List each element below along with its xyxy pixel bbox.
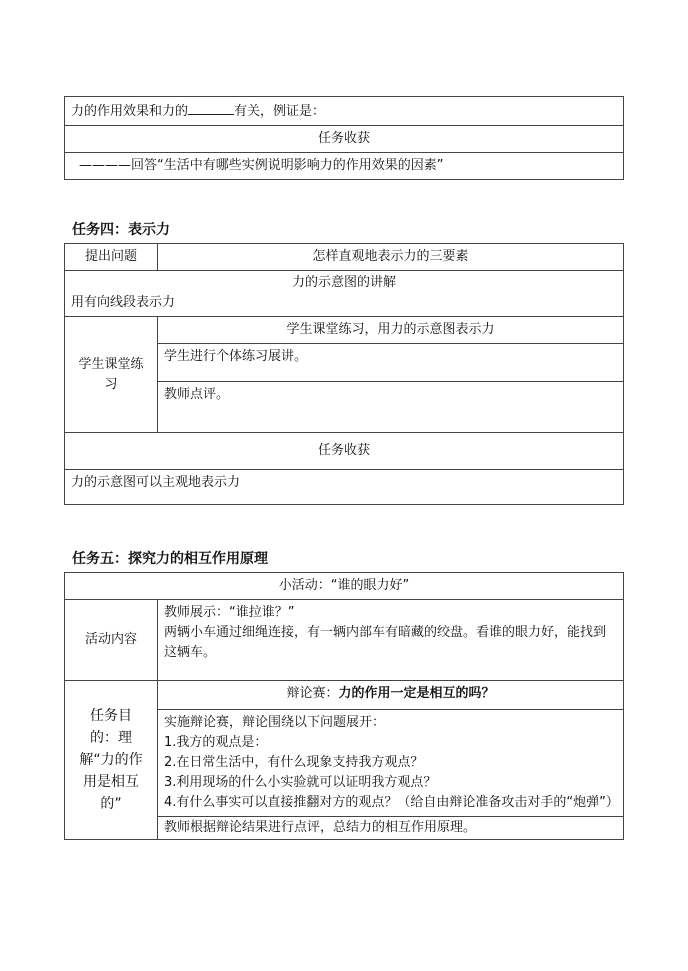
table-row xyxy=(65,97,624,126)
table-row xyxy=(65,433,624,470)
practice-step-1: 学生进行个体练习展讲。 xyxy=(158,344,624,382)
diagram-cell xyxy=(65,271,624,317)
table-row xyxy=(65,317,624,344)
task4-table xyxy=(64,243,624,505)
activity-line-1: 教师展示：“谁拉谁？” xyxy=(164,605,295,620)
debate-summary: 教师根据辩论结果进行点评，总结力的相互作用原理。 xyxy=(158,817,624,840)
debate-item: 2.在日常生活中，有什么现象支持我方观点？ xyxy=(164,755,424,770)
table-row xyxy=(65,470,624,505)
practice-title: 学生课堂练习，用力的示意图表示力 xyxy=(158,317,624,344)
effect-suffix-text: 有关，例证是： xyxy=(234,104,326,119)
task3-summary-table xyxy=(64,96,624,180)
table-row xyxy=(65,573,624,600)
practice-step-2: 教师点评。 xyxy=(158,382,624,433)
task5-table xyxy=(64,572,624,840)
debate-content xyxy=(158,710,624,817)
question-text: 怎样直观地表示力的三要素 xyxy=(158,244,624,271)
harvest-text: 力的示意图可以主观地表示力 xyxy=(65,470,624,505)
debate-item: 4.有什么事实可以直接推翻对方的观点？（给自由辩论准备攻击对手的“炮弹”） xyxy=(164,795,619,810)
goal-label: 任务目的：理解“力的作用是相互的” xyxy=(65,681,158,840)
debate-title-bold: 力的作用一定是相互的吗？ xyxy=(338,686,495,701)
debate-intro: 实施辩论赛，辩论围绕以下问题展开： xyxy=(164,715,386,730)
table-row xyxy=(65,681,624,710)
table-row xyxy=(65,244,624,271)
table-row xyxy=(65,600,624,681)
table-row xyxy=(65,271,624,317)
activity-title: 小活动：“谁的眼力好” xyxy=(65,573,624,600)
debate-title xyxy=(158,681,624,710)
activity-content xyxy=(158,600,624,681)
activity-line-2: 两辆小车通过细绳连接，有一辆内部车有暗藏的绞盘。看谁的眼力好，能找到这辆车。 xyxy=(164,625,607,660)
question-label: 提出问题 xyxy=(65,244,158,271)
table-row xyxy=(65,153,624,180)
effect-factor-cell xyxy=(65,97,624,126)
diagram-text: 用有向线段表示力 xyxy=(71,295,176,310)
diagram-title: 力的示意图的讲解 xyxy=(291,275,396,290)
task4-heading: 任务四：表示力 xyxy=(72,222,170,238)
task5-heading: 任务五：探究力的相互作用原理 xyxy=(72,551,268,567)
effect-prefix-text: 力的作用效果和力的 xyxy=(71,104,189,119)
harvest-title: 任务收获 xyxy=(65,433,624,470)
harvest-text: ————回答“生活中有哪些实例说明影响力的作用效果的因素” xyxy=(65,153,624,180)
practice-label: 学生课堂练习 xyxy=(65,317,158,433)
table-row xyxy=(65,126,624,153)
activity-label: 活动内容 xyxy=(65,600,158,681)
debate-item: 1.我方的观点是： xyxy=(164,735,268,750)
fill-blank xyxy=(188,100,234,115)
harvest-title: 任务收获 xyxy=(65,126,624,153)
debate-item: 3.利用现场的什么小实验就可以证明我方观点？ xyxy=(164,775,437,790)
debate-title-prefix: 辩论赛： xyxy=(286,686,339,701)
